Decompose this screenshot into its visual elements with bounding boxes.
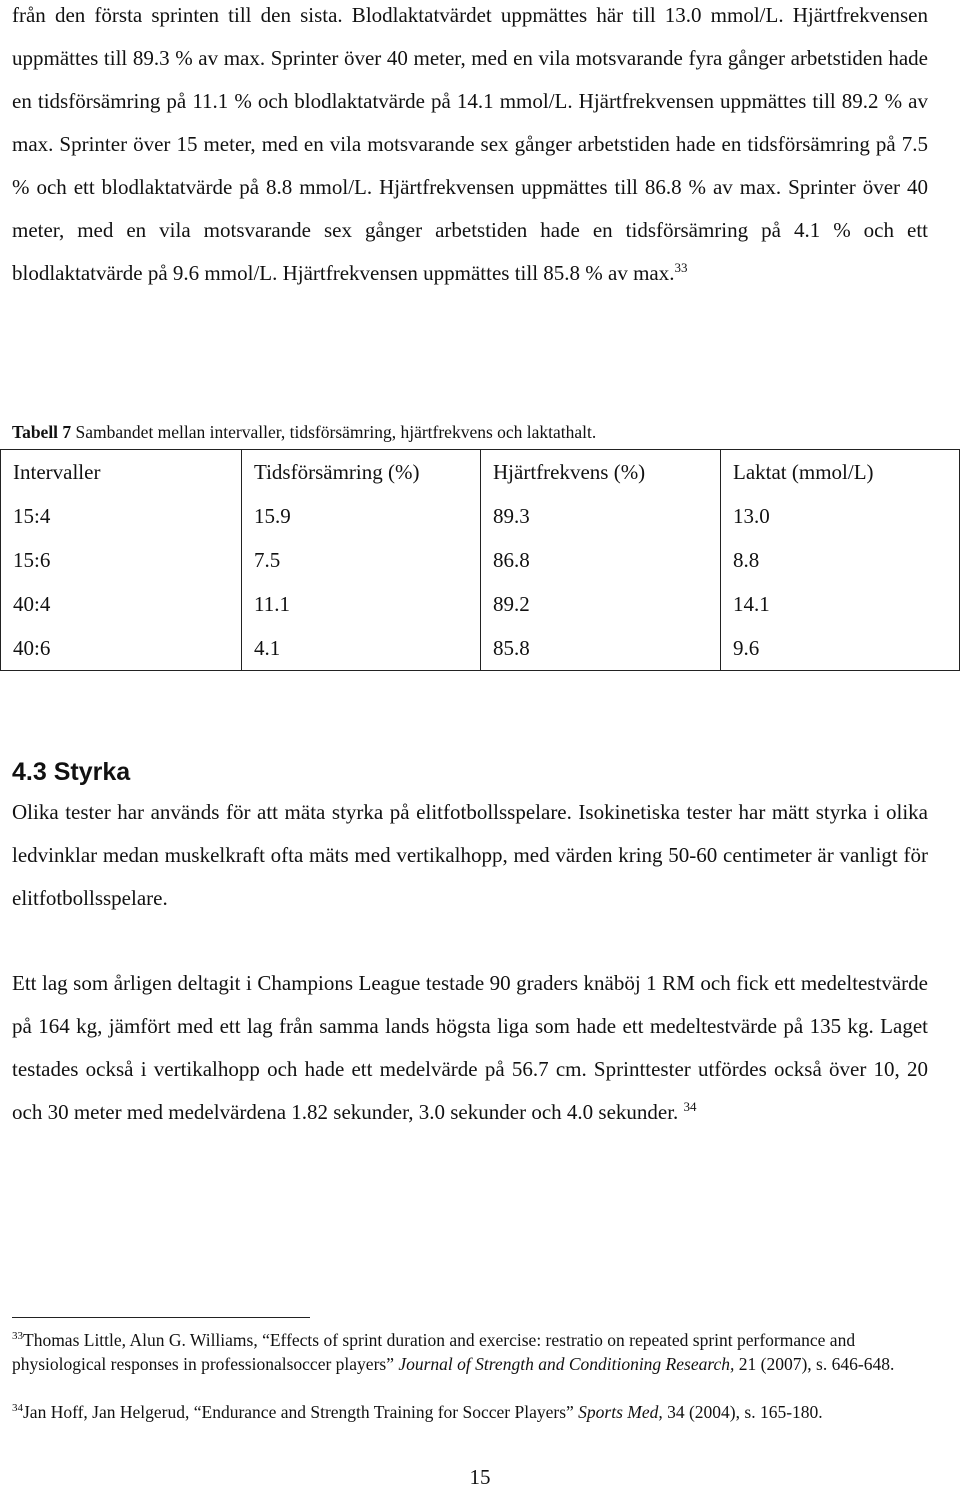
- footnote-number: 34: [12, 1402, 23, 1415]
- table-header-cell: Laktat (mmol/L): [721, 450, 960, 495]
- section-heading: 4.3 Styrka: [12, 758, 131, 786]
- table-header-cell: Intervaller: [1, 450, 242, 495]
- footnote-journal: Journal of Strength and Conditioning Research,: [398, 1354, 735, 1374]
- footnote-34: [12, 1400, 942, 1424]
- table-cell: 40:4: [1, 582, 242, 626]
- table-cell: 9.6: [721, 626, 960, 671]
- footnote-33: [12, 1328, 942, 1376]
- footnote-ref-34[interactable]: 34: [683, 1099, 697, 1114]
- table-row: [1, 626, 960, 671]
- footnote-number: 33: [12, 1330, 23, 1343]
- table-caption-label: Tabell 7: [12, 422, 72, 442]
- strength-paragraph-1: Olika tester har används för att mäta styrka på elitfotbollsspelare. Isokinetiska tester har mätt styrka i olika ledvinklar medan muskelkraft ofta mäts med vertikalhopp, med värden kring 50-60 centimeter är vanligt för elitfotbollsspelare.: [12, 800, 928, 910]
- table-cell: 14.1: [721, 582, 960, 626]
- results-paragraph: [12, 0, 928, 295]
- strength-paragraph-2: [12, 962, 928, 1134]
- table-caption: [12, 420, 942, 444]
- page-number: 15: [469, 1465, 491, 1489]
- footnote-text: Thomas Little, Alun G. Williams, “Effects of sprint duration and exercise: restratio on repeated sprint performance and physiological responses in professionalsoccer players”: [12, 1330, 856, 1374]
- strength-paragraph-2-text: Ett lag som årligen deltagit i Champions League testade 90 graders knäböj 1 RM och fick ett medeltestvärde på 164 kg, jämfört med ett lag från samma lands högsta liga som hade ett medeltestvärde på 135 kg. Laget testades också i vertikalhopp och hade ett medelvärde på 56.7 cm. Sprinttester utfördes också över 10, 20 och 30 meter med medelvärdena 1.82 sekunder, 3.0 sekunder och 4.0 sekunder.: [12, 971, 928, 1124]
- table-cell: 15.9: [242, 494, 481, 538]
- table-cell: 89.3: [481, 494, 721, 538]
- footnote-separator: [12, 1317, 310, 1318]
- table-row: [1, 494, 960, 538]
- table-cell: 85.8: [481, 626, 721, 671]
- footnote-text: 21 (2007), s. 646-648.: [734, 1354, 895, 1374]
- table-cell: 4.1: [242, 626, 481, 671]
- table-cell: 15:6: [1, 538, 242, 582]
- table-header-cell: Hjärtfrekvens (%): [481, 450, 721, 495]
- table-header-cell: Tidsförsämring (%): [242, 450, 481, 495]
- table-header-row: [1, 450, 960, 495]
- table-cell: 11.1: [242, 582, 481, 626]
- footnote-journal: Sports Med,: [578, 1402, 663, 1422]
- footnote-ref-33[interactable]: 33: [674, 260, 688, 275]
- table-caption-text: Sambandet mellan intervaller, tidsförsämring, hjärtfrekvens och laktathalt.: [75, 422, 597, 442]
- table-row: [1, 582, 960, 626]
- table-cell: 15:4: [1, 494, 242, 538]
- footnote-text: 34 (2004), s. 165-180.: [662, 1402, 823, 1422]
- footnote-text: Jan Hoff, Jan Helgerud, “Endurance and Strength Training for Soccer Players”: [23, 1402, 579, 1422]
- results-table: [0, 449, 960, 671]
- table-cell: 86.8: [481, 538, 721, 582]
- table-cell: 8.8: [721, 538, 960, 582]
- table-row: [1, 538, 960, 582]
- table-cell: 40:6: [1, 626, 242, 671]
- table-cell: 89.2: [481, 582, 721, 626]
- table-cell: 7.5: [242, 538, 481, 582]
- results-paragraph-text: från den första sprinten till den sista. Blodlaktatvärdet uppmättes här till 13.0 mmol/L. Hjärtfrekvensen uppmättes till 89.3 % av max. Sprinter över 40 meter, med en vila motsvarande fyra gånger arbetstiden hade en tidsförsämring på 11.1 % och blodlaktatvärde på 14.1 mmol/L. Hjärtfrekvensen uppmättes till 89.2 % av max. Sprinter över 15 meter, med en vila motsvarande sex gånger arbetstiden hade en tidsförsämring på 7.5 % och ett blodlaktatvärde på 8.8 mmol/L. Hjärtfrekvensen uppmättes till 86.8 % av max. Sprinter över 40 meter, med en vila motsvarande sex gånger arbetstiden hade en tidsförsämring på 4.1 % och ett blodlaktatvärde på 9.6 mmol/L. Hjärtfrekvensen uppmättes till 85.8 % av max.: [12, 3, 928, 285]
- table-cell: 13.0: [721, 494, 960, 538]
